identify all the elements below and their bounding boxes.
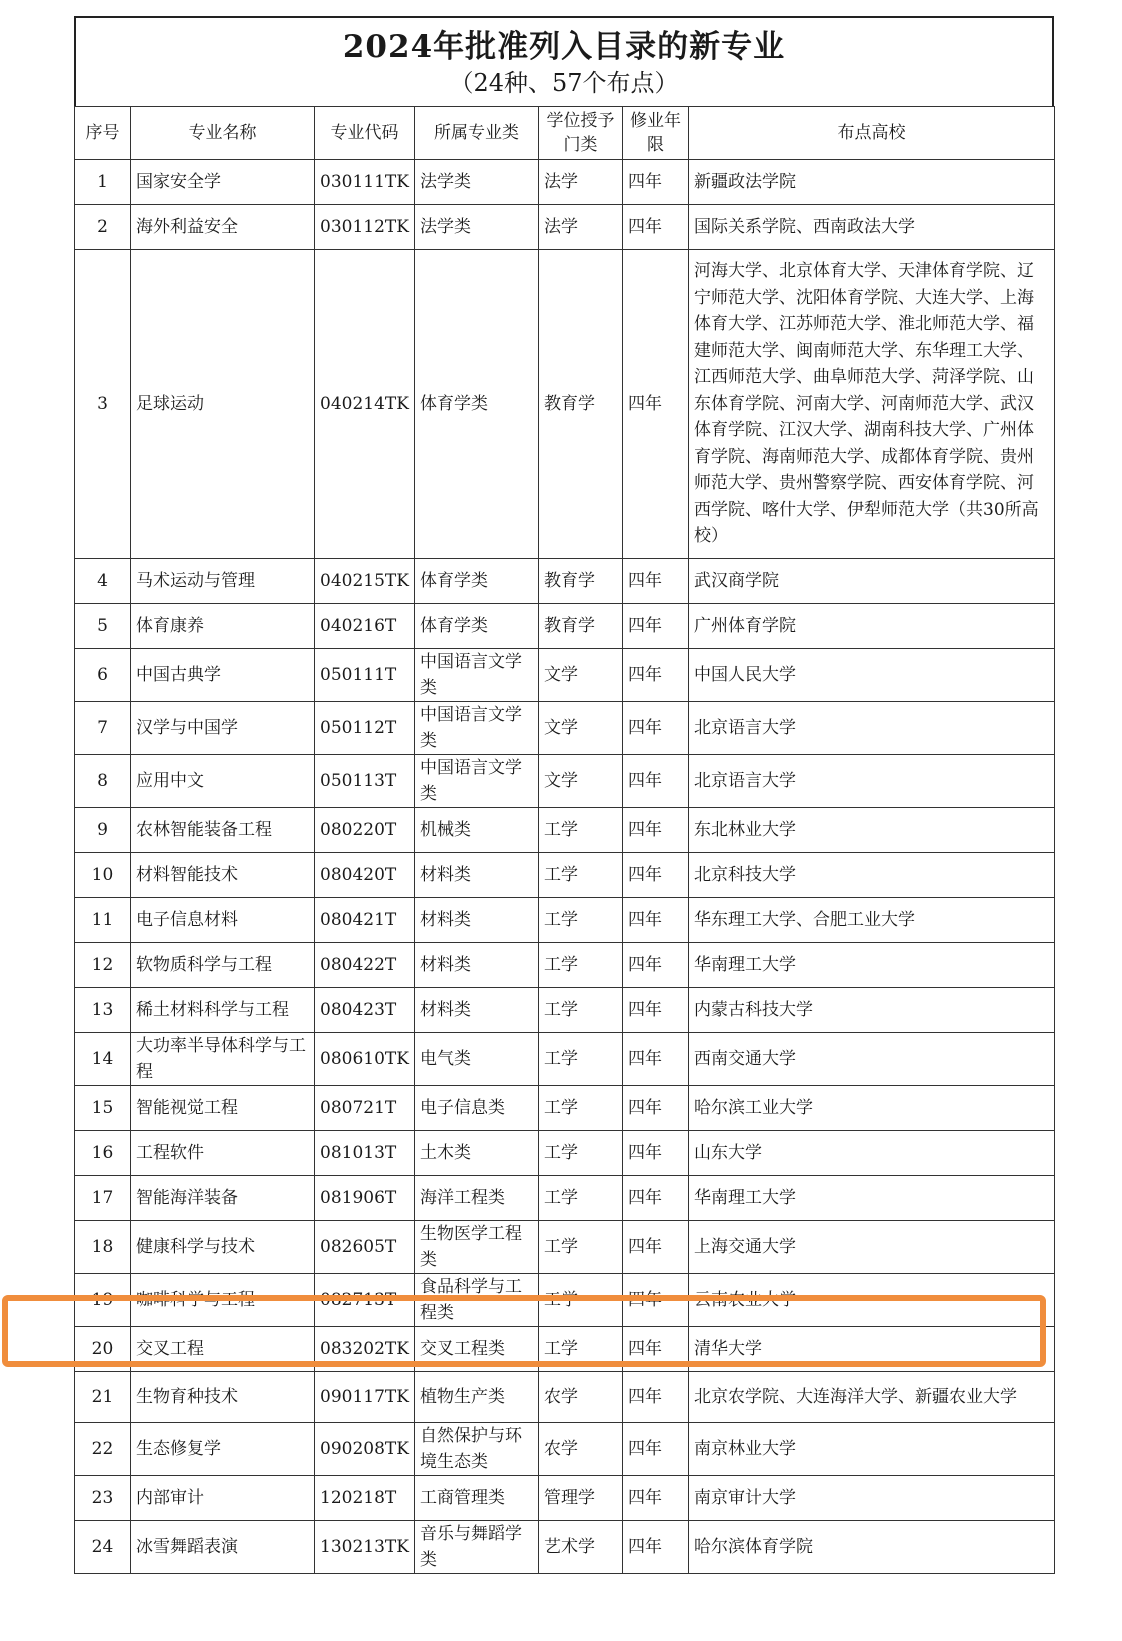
row-code: 080610TK <box>315 1033 415 1086</box>
table-row <box>75 1221 1055 1274</box>
row-name: 应用中文 <box>131 755 315 808</box>
row-code: 030111TK <box>315 160 415 205</box>
row-number: 6 <box>75 649 131 702</box>
row-name: 智能视觉工程 <box>131 1086 315 1131</box>
row-number: 12 <box>75 943 131 988</box>
row-degree: 教育学 <box>539 604 623 649</box>
row-category: 机械类 <box>415 808 539 853</box>
row-code: 080721T <box>315 1086 415 1131</box>
row-category: 材料类 <box>415 988 539 1033</box>
row-degree: 文学 <box>539 755 623 808</box>
row-schools: 中国人民大学 <box>689 649 1055 702</box>
row-code: 030112TK <box>315 205 415 250</box>
row-category: 土木类 <box>415 1131 539 1176</box>
row-category: 电子信息类 <box>415 1086 539 1131</box>
table-header-row <box>75 107 1055 160</box>
row-schools: 广州体育学院 <box>689 604 1055 649</box>
table-row <box>75 205 1055 250</box>
row-number: 17 <box>75 1176 131 1221</box>
row-number: 24 <box>75 1521 131 1574</box>
row-name: 交叉工程 <box>131 1327 315 1372</box>
row-number: 11 <box>75 898 131 943</box>
row-category: 材料类 <box>415 853 539 898</box>
row-number: 7 <box>75 702 131 755</box>
row-category: 体育学类 <box>415 559 539 604</box>
row-years: 四年 <box>623 559 689 604</box>
header-years: 修业年限 <box>623 107 689 160</box>
row-schools: 新疆政法学院 <box>689 160 1055 205</box>
row-years: 四年 <box>623 649 689 702</box>
row-schools: 武汉商学院 <box>689 559 1055 604</box>
row-degree: 工学 <box>539 1221 623 1274</box>
row-number: 8 <box>75 755 131 808</box>
row-category: 电气类 <box>415 1033 539 1086</box>
table-row <box>75 943 1055 988</box>
table-row <box>75 1274 1055 1327</box>
row-code: 083202TK <box>315 1327 415 1372</box>
row-degree: 工学 <box>539 898 623 943</box>
row-number: 9 <box>75 808 131 853</box>
row-category: 中国语言文学类 <box>415 702 539 755</box>
row-category: 植物生产类 <box>415 1372 539 1423</box>
row-years: 四年 <box>623 250 689 559</box>
table-row <box>75 1476 1055 1521</box>
table-row <box>75 988 1055 1033</box>
row-years: 四年 <box>623 1176 689 1221</box>
row-years: 四年 <box>623 1086 689 1131</box>
row-degree: 农学 <box>539 1423 623 1476</box>
row-years: 四年 <box>623 1327 689 1372</box>
header-schools: 布点高校 <box>689 107 1055 160</box>
row-years: 四年 <box>623 853 689 898</box>
row-name: 工程软件 <box>131 1131 315 1176</box>
row-schools: 哈尔滨工业大学 <box>689 1086 1055 1131</box>
header-degree: 学位授予门类 <box>539 107 623 160</box>
row-category: 交叉工程类 <box>415 1327 539 1372</box>
row-name: 内部审计 <box>131 1476 315 1521</box>
row-number: 3 <box>75 250 131 559</box>
row-code: 080220T <box>315 808 415 853</box>
row-code: 040216T <box>315 604 415 649</box>
row-name: 汉学与中国学 <box>131 702 315 755</box>
row-number: 21 <box>75 1372 131 1423</box>
row-schools: 内蒙古科技大学 <box>689 988 1055 1033</box>
row-degree: 教育学 <box>539 559 623 604</box>
row-name: 材料智能技术 <box>131 853 315 898</box>
row-degree: 管理学 <box>539 1476 623 1521</box>
row-code: 090117TK <box>315 1372 415 1423</box>
table-row <box>75 1086 1055 1131</box>
table-row <box>75 1176 1055 1221</box>
row-number: 19 <box>75 1274 131 1327</box>
row-number: 18 <box>75 1221 131 1274</box>
table-row <box>75 755 1055 808</box>
table-row <box>75 1131 1055 1176</box>
row-category: 体育学类 <box>415 250 539 559</box>
row-category: 海洋工程类 <box>415 1176 539 1221</box>
row-degree: 工学 <box>539 1131 623 1176</box>
row-code: 040215TK <box>315 559 415 604</box>
row-schools: 北京科技大学 <box>689 853 1055 898</box>
row-name: 冰雪舞蹈表演 <box>131 1521 315 1574</box>
row-degree: 文学 <box>539 702 623 755</box>
header-name: 专业名称 <box>131 107 315 160</box>
row-years: 四年 <box>623 205 689 250</box>
row-number: 2 <box>75 205 131 250</box>
row-schools: 华东理工大学、合肥工业大学 <box>689 898 1055 943</box>
row-years: 四年 <box>623 604 689 649</box>
row-code: 080421T <box>315 898 415 943</box>
table-row <box>75 1033 1055 1086</box>
row-category: 材料类 <box>415 898 539 943</box>
table-row <box>75 808 1055 853</box>
row-schools: 北京语言大学 <box>689 702 1055 755</box>
row-code: 080423T <box>315 988 415 1033</box>
table-row <box>75 250 1055 559</box>
row-schools: 南京审计大学 <box>689 1476 1055 1521</box>
row-years: 四年 <box>623 1033 689 1086</box>
row-category: 音乐与舞蹈学类 <box>415 1521 539 1574</box>
row-years: 四年 <box>623 943 689 988</box>
row-degree: 工学 <box>539 1274 623 1327</box>
row-years: 四年 <box>623 808 689 853</box>
row-code: 082605T <box>315 1221 415 1274</box>
row-number: 16 <box>75 1131 131 1176</box>
row-name: 大功率半导体科学与工程 <box>131 1033 315 1086</box>
row-number: 13 <box>75 988 131 1033</box>
row-number: 22 <box>75 1423 131 1476</box>
row-schools: 北京农学院、大连海洋大学、新疆农业大学 <box>689 1372 1055 1423</box>
row-schools: 云南农业大学 <box>689 1274 1055 1327</box>
row-number: 23 <box>75 1476 131 1521</box>
row-schools: 国际关系学院、西南政法大学 <box>689 205 1055 250</box>
row-category: 自然保护与环境生态类 <box>415 1423 539 1476</box>
document <box>74 16 1054 1574</box>
row-category: 食品科学与工程类 <box>415 1274 539 1327</box>
row-category: 中国语言文学类 <box>415 755 539 808</box>
row-years: 四年 <box>623 988 689 1033</box>
row-schools: 哈尔滨体育学院 <box>689 1521 1055 1574</box>
row-number: 1 <box>75 160 131 205</box>
row-schools: 清华大学 <box>689 1327 1055 1372</box>
row-category: 生物医学工程类 <box>415 1221 539 1274</box>
row-code: 081906T <box>315 1176 415 1221</box>
row-category: 工商管理类 <box>415 1476 539 1521</box>
table-row <box>75 1521 1055 1574</box>
table-row <box>75 1423 1055 1476</box>
row-years: 四年 <box>623 160 689 205</box>
row-code: 130213TK <box>315 1521 415 1574</box>
row-schools: 华南理工大学 <box>689 1176 1055 1221</box>
table-row <box>75 1327 1055 1372</box>
row-number: 20 <box>75 1327 131 1372</box>
row-degree: 法学 <box>539 160 623 205</box>
row-code: 120218T <box>315 1476 415 1521</box>
row-code: 081013T <box>315 1131 415 1176</box>
row-name: 马术运动与管理 <box>131 559 315 604</box>
table-row <box>75 1372 1055 1423</box>
table-row <box>75 649 1055 702</box>
row-name: 国家安全学 <box>131 160 315 205</box>
row-schools: 河海大学、北京体育大学、天津体育学院、辽宁师范大学、沈阳体育学院、大连大学、上海体育大学、江苏师范大学、淮北师范大学、福建师范大学、闽南师范大学、东华理工大学、江西师范大学、曲阜师范大学、菏泽学院、山东体育学院、河南大学、河南师范大学、武汉体育学院、江汉大学、湖南科技大学、广州体育学院、海南师范大学、成都体育学院、贵州师范大学、贵州警察学院、西安体育学院、河西学院、喀什大学、伊犁师范大学（共30所高校） <box>689 250 1055 559</box>
title-box <box>74 16 1054 106</box>
row-name: 咖啡科学与工程 <box>131 1274 315 1327</box>
row-number: 5 <box>75 604 131 649</box>
row-category: 体育学类 <box>415 604 539 649</box>
row-schools: 东北林业大学 <box>689 808 1055 853</box>
row-category: 材料类 <box>415 943 539 988</box>
page-subtitle: （24种、57个布点） <box>449 69 679 97</box>
row-degree: 工学 <box>539 1086 623 1131</box>
row-years: 四年 <box>623 755 689 808</box>
row-schools: 北京语言大学 <box>689 755 1055 808</box>
row-name: 生态修复学 <box>131 1423 315 1476</box>
row-years: 四年 <box>623 1274 689 1327</box>
row-degree: 工学 <box>539 1033 623 1086</box>
row-code: 050112T <box>315 702 415 755</box>
row-degree: 法学 <box>539 205 623 250</box>
row-name: 海外利益安全 <box>131 205 315 250</box>
row-degree: 工学 <box>539 853 623 898</box>
row-code: 050111T <box>315 649 415 702</box>
row-schools: 华南理工大学 <box>689 943 1055 988</box>
row-schools: 上海交通大学 <box>689 1221 1055 1274</box>
row-degree: 艺术学 <box>539 1521 623 1574</box>
row-name: 稀土材料科学与工程 <box>131 988 315 1033</box>
row-category: 中国语言文学类 <box>415 649 539 702</box>
table-row <box>75 702 1055 755</box>
row-degree: 文学 <box>539 649 623 702</box>
row-years: 四年 <box>623 1131 689 1176</box>
row-name: 体育康养 <box>131 604 315 649</box>
row-code: 082713T <box>315 1274 415 1327</box>
row-years: 四年 <box>623 898 689 943</box>
row-degree: 工学 <box>539 808 623 853</box>
row-number: 10 <box>75 853 131 898</box>
row-name: 健康科学与技术 <box>131 1221 315 1274</box>
row-degree: 工学 <box>539 1327 623 1372</box>
row-code: 090208TK <box>315 1423 415 1476</box>
row-schools: 南京林业大学 <box>689 1423 1055 1476</box>
row-category: 法学类 <box>415 160 539 205</box>
page-title: 2024年批准列入目录的新专业 <box>342 29 786 65</box>
row-number: 14 <box>75 1033 131 1086</box>
table-row <box>75 604 1055 649</box>
row-name: 中国古典学 <box>131 649 315 702</box>
row-degree: 工学 <box>539 1176 623 1221</box>
row-years: 四年 <box>623 702 689 755</box>
header-category: 所属专业类 <box>415 107 539 160</box>
row-category: 法学类 <box>415 205 539 250</box>
header-no: 序号 <box>75 107 131 160</box>
row-degree: 工学 <box>539 988 623 1033</box>
row-years: 四年 <box>623 1423 689 1476</box>
table-row <box>75 898 1055 943</box>
row-name: 生物育种技术 <box>131 1372 315 1423</box>
row-code: 040214TK <box>315 250 415 559</box>
row-number: 15 <box>75 1086 131 1131</box>
row-degree: 教育学 <box>539 250 623 559</box>
row-schools: 山东大学 <box>689 1131 1055 1176</box>
row-years: 四年 <box>623 1476 689 1521</box>
header-code: 专业代码 <box>315 107 415 160</box>
row-name: 软物质科学与工程 <box>131 943 315 988</box>
row-code: 080420T <box>315 853 415 898</box>
row-name: 农林智能装备工程 <box>131 808 315 853</box>
row-code: 080422T <box>315 943 415 988</box>
row-degree: 农学 <box>539 1372 623 1423</box>
row-name: 足球运动 <box>131 250 315 559</box>
row-years: 四年 <box>623 1372 689 1423</box>
table-row <box>75 559 1055 604</box>
row-schools: 西南交通大学 <box>689 1033 1055 1086</box>
majors-table <box>74 106 1055 1574</box>
table-row <box>75 853 1055 898</box>
row-code: 050113T <box>315 755 415 808</box>
row-degree: 工学 <box>539 943 623 988</box>
row-number: 4 <box>75 559 131 604</box>
row-name: 电子信息材料 <box>131 898 315 943</box>
row-years: 四年 <box>623 1221 689 1274</box>
table-row <box>75 160 1055 205</box>
row-name: 智能海洋装备 <box>131 1176 315 1221</box>
row-years: 四年 <box>623 1521 689 1574</box>
